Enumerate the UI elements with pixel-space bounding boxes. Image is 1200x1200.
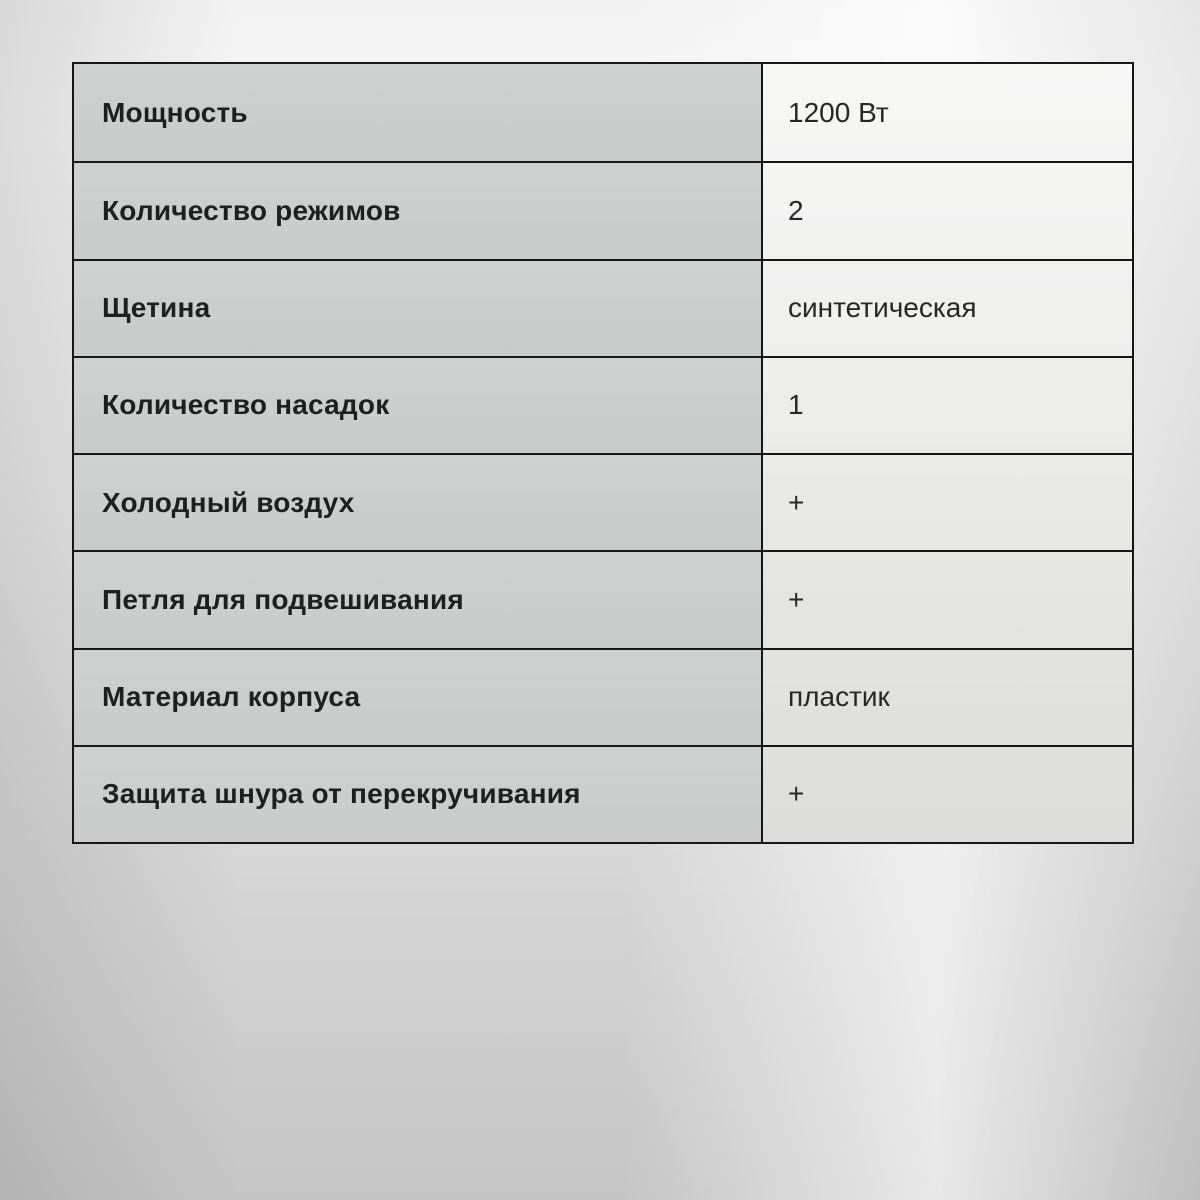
spec-label-cell (74, 747, 763, 842)
table-row (74, 161, 1132, 258)
spec-value: 1200 Вт (788, 96, 889, 128)
table-row (74, 648, 1132, 745)
spec-value: синтетическая (788, 292, 977, 324)
spec-label: Материал корпуса (102, 681, 361, 713)
spec-label-cell (74, 358, 763, 453)
spec-label: Холодный воздух (102, 486, 355, 518)
table-row (74, 550, 1132, 647)
spec-label: Мощность (102, 96, 248, 128)
spec-value-cell (763, 261, 1132, 356)
spec-label-cell (74, 163, 763, 258)
spec-value-cell (763, 650, 1132, 745)
spec-value-cell (763, 64, 1132, 161)
spec-label: Количество насадок (102, 389, 390, 421)
table-row (74, 745, 1132, 842)
spec-label-cell (74, 455, 763, 550)
table-row (74, 64, 1132, 161)
spec-value: пластик (788, 681, 890, 713)
spec-value-cell (763, 552, 1132, 647)
spec-value-cell (763, 163, 1132, 258)
spec-table (72, 62, 1134, 844)
spec-value-cell (763, 747, 1132, 842)
spec-value: 2 (788, 194, 804, 226)
spec-label-cell (74, 261, 763, 356)
spec-label: Защита шнура от перекручивания (102, 778, 581, 810)
table-row (74, 356, 1132, 453)
table-row (74, 259, 1132, 356)
spec-value: + (788, 583, 805, 615)
spec-value-cell (763, 455, 1132, 550)
spec-label: Щетина (102, 292, 211, 324)
spec-value: 1 (788, 389, 804, 421)
table-row (74, 453, 1132, 550)
spec-value-cell (763, 358, 1132, 453)
spec-label: Количество режимов (102, 194, 401, 226)
spec-label-cell (74, 64, 763, 161)
spec-value: + (788, 486, 805, 518)
spec-label-cell (74, 650, 763, 745)
spec-value: + (788, 778, 805, 810)
spec-label: Петля для подвешивания (102, 583, 464, 615)
spec-label-cell (74, 552, 763, 647)
